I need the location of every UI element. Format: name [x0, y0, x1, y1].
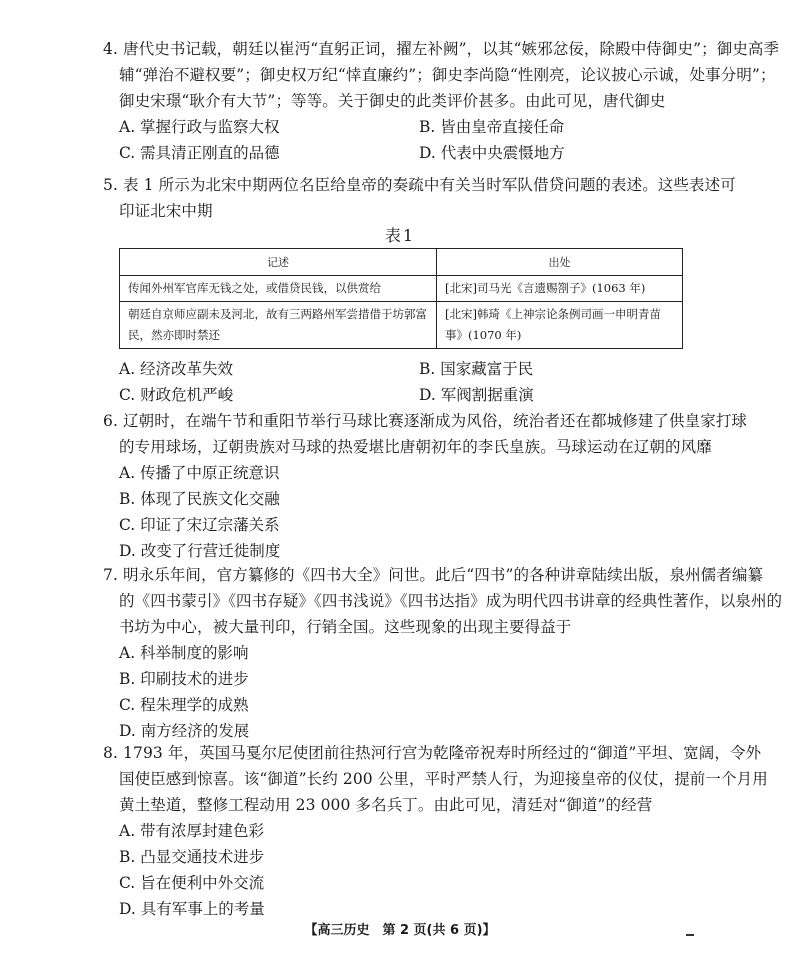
question-7 — [103, 562, 783, 744]
option-d[interactable]: D. 南方经济的发展 — [119, 722, 250, 740]
table-cell-record: 传闻外州军官库无钱之处，或借贷民钱，以供赏给 — [120, 276, 437, 302]
question-8-stem-line: 黄土垫道，整修工程动用 23 000 多名兵丁。由此可见，清廷对“御道”的经营 — [119, 796, 653, 814]
option-a[interactable]: A. 传播了中原正统意识 — [119, 464, 280, 482]
option-a[interactable]: A. 掌握行政与监察大权 — [119, 118, 280, 136]
question-8-stem-line: 国使臣感到惊喜。该“御道”长约 200 公里，平时严禁人行，为迎接皇帝的仪仗，提前一个月用 — [119, 770, 768, 788]
question-7-stem-line: 7. 明永乐年间，官方纂修的《四书大全》问世。此后“四书”的各种讲章陆续出版，泉州儒者编纂 — [103, 566, 764, 584]
question-6-stem-line: 6. 辽朝时，在端午节和重阳节举行马球比赛逐渐成为风俗，统治者还在都城修建了供皇家打球 — [103, 412, 748, 430]
table-header-source: 出处 — [437, 249, 683, 276]
question-6 — [103, 408, 748, 564]
option-d[interactable]: D. 军阀割据重演 — [419, 386, 534, 404]
question-5-stem-line: 5. 表 1 所示为北宋中期两位名臣给皇帝的奏疏中有关当时军队借贷问题的表述。这些表述可 — [103, 176, 736, 194]
table-1 — [119, 248, 683, 349]
table-row — [120, 302, 683, 349]
option-a[interactable]: A. 经济改革失效 — [119, 360, 234, 378]
option-b[interactable]: B. 凸显交通技术进步 — [119, 848, 265, 866]
option-c[interactable]: C. 印证了宋辽宗藩关系 — [119, 516, 280, 534]
option-c[interactable]: C. 财政危机严峻 — [119, 386, 234, 404]
table-cell-source: [北宋]司马光《言遗赐劄子》(1063 年) — [437, 276, 683, 302]
option-b[interactable]: B. 国家藏富于民 — [419, 360, 534, 378]
question-4-stem-line: 辅“弹治不避权要”；御史权万纪“悻直廉约”；御史李尚隐“性刚亮，论议披心示诚，处事分明”； — [119, 66, 776, 84]
corner-mark — [686, 934, 694, 936]
option-c[interactable]: C. 旨在便利中外交流 — [119, 874, 265, 892]
option-b[interactable]: B. 印刷技术的进步 — [119, 670, 249, 688]
question-5-stem-line: 印证北宋中期 — [119, 202, 213, 220]
table-1-title: 表1 — [384, 226, 416, 245]
option-a[interactable]: A. 带有浓厚封建色彩 — [119, 822, 265, 840]
option-d[interactable]: D. 具有军事上的考量 — [119, 900, 265, 918]
question-4-options — [103, 114, 703, 166]
option-d[interactable]: D. 代表中央震慑地方 — [419, 144, 565, 162]
question-4 — [103, 36, 780, 166]
question-7-stem-line: 书坊为中心，被大量刊印，行销全国。这些现象的出现主要得益于 — [119, 618, 572, 636]
question-7-stem-line: 的《四书蒙引》《四书存疑》《四书浅说》《四书达指》成为明代四书讲章的经典性著作，以泉州的 — [119, 592, 783, 610]
question-6-stem-line: 的专用球场，辽朝贵族对马球的热爱堪比唐朝初年的李氏皇族。马球运动在辽朝的风靡 — [119, 438, 712, 456]
question-7-options — [103, 640, 703, 744]
question-4-stem-line: 御史宋璟“耿介有大节”；等等。关于御史的此类评价甚多。由此可见，唐代御史 — [119, 92, 666, 110]
option-c[interactable]: C. 程朱理学的成熟 — [119, 696, 249, 714]
question-8-options — [103, 818, 703, 922]
question-8 — [103, 740, 768, 922]
page-footer: 【高三历史 第 2 页(共 6 页)】 — [304, 923, 496, 938]
option-d[interactable]: D. 改变了行营迁徙制度 — [119, 542, 281, 560]
question-6-options — [103, 460, 703, 564]
table-header-record: 记述 — [120, 249, 437, 276]
option-b[interactable]: B. 皆由皇帝直接任命 — [419, 118, 565, 136]
option-a[interactable]: A. 科举制度的影响 — [119, 644, 249, 662]
question-4-stem-line: 4. 唐代史书记载，朝廷以崔沔“直躬正词，擢左补阙”，以其“嫉邪忿佞，除殿中侍御史”；御史高季 — [103, 40, 780, 58]
table-header-row — [120, 249, 683, 276]
table-cell-record: 朝廷自京师应副未及河北，故有三两路州军尝措借于坊郭富民，然亦即时禁还 — [120, 302, 437, 349]
option-c[interactable]: C. 需具清正刚直的品德 — [119, 144, 280, 162]
question-5-options-wrap — [103, 356, 703, 408]
question-8-stem-line: 8. 1793 年，英国马戛尔尼使团前往热河行宫为乾隆帝祝寿时所经过的“御道”平坦、宽阔，令外 — [103, 744, 762, 762]
table-cell-source: [北宋]韩琦《上神宗论条例司画一申明青苗事》(1070 年) — [437, 302, 683, 349]
table-row — [120, 276, 683, 302]
option-b[interactable]: B. 体现了民族文化交融 — [119, 490, 280, 508]
question-5 — [103, 172, 736, 224]
question-5-options — [103, 356, 703, 408]
